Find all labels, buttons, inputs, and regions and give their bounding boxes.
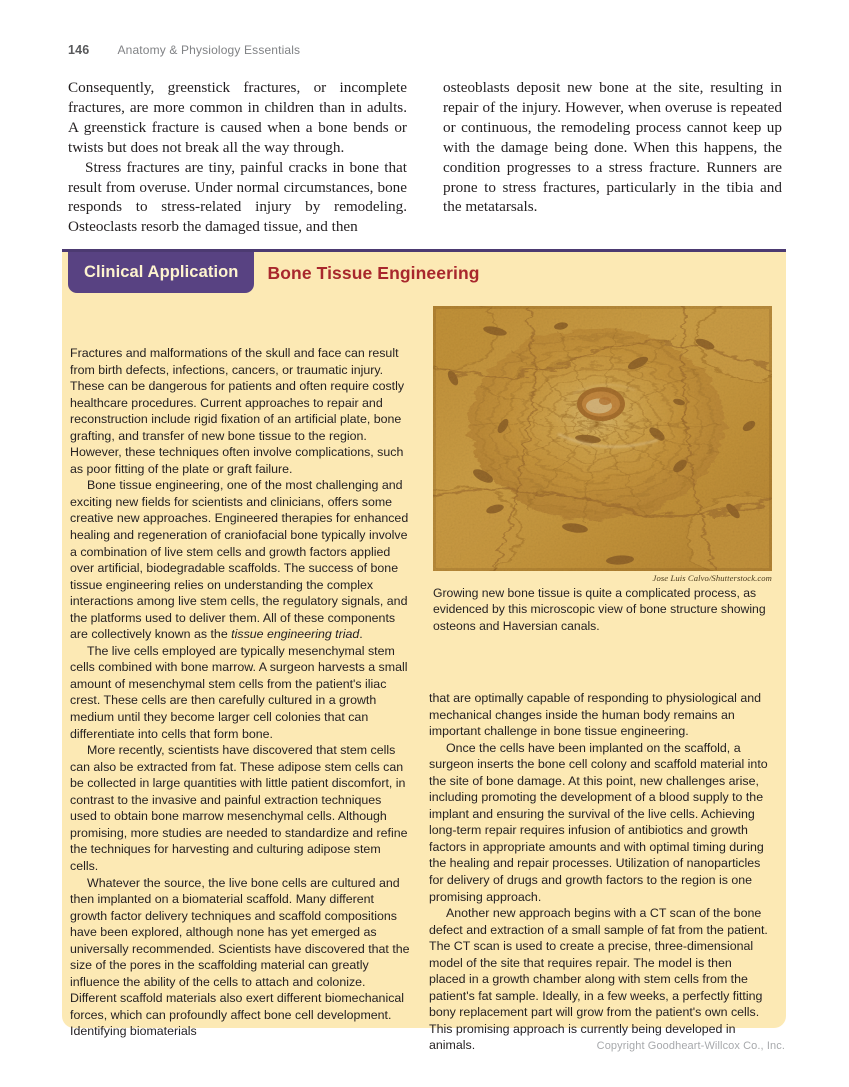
body-column-left xyxy=(68,78,407,237)
feature-column-right xyxy=(429,690,770,1054)
body-paragraph: Consequently, greenstick fractures, or incomplete fractures, are more common in children than in adults. A greenstick fracture is caused when a bone bends or twists but does not break all the way through. xyxy=(68,79,407,156)
feature-paragraph: that are optimally capable of responding to physiological and mechanical changes inside the human body remains an important challenge in bone tissue engineering. xyxy=(429,691,762,739)
feature-paragraph: Another new approach begins with a CT scan of the bone defect and extraction of a small sample of fat from the patient. The CT scan is used to create a precise, three-dimensional model of the site that requires repair. The model is then placed in a growth chamber along with stem cells from the patient's fat sample. Ideally, in a few weeks, a perfectly fitting bony replacement part will grow from the patient's own cells. This promising approach is currently being developed in animals. xyxy=(429,906,768,1053)
body-text-columns xyxy=(68,78,782,237)
clinical-application-badge: Clinical Application xyxy=(68,252,254,293)
bone-micrograph-image xyxy=(433,306,772,571)
page-number: 146 xyxy=(68,43,90,57)
feature-paragraph-triad xyxy=(70,477,410,642)
body-paragraph: osteoblasts deposit new bone at the site, resulting in repair of the injury. However, when overuse is repeated or continuous, the remodeling process cannot keep up with the damage being done. When this happens, the condition progresses to a stress fracture. Runners are prone to stress fractures, particularly in the tibia and the metatarsals. xyxy=(443,79,782,216)
feature-paragraph: Fractures and malformations of the skull and face can result from birth defects, infections, cancers, or traumatic injury. These can be dangerous for patients and often require costly healthcare procedures. Current approaches to repair and reconstruction include rigid fixation of an artificial plate, bone grafting, and transfer of new bone tissue to the region. However, these techniques often involve complications, such as poor fitting of the plate or graft failure. xyxy=(70,346,405,476)
figure-block xyxy=(433,306,772,634)
feature-paragraph: The live cells employed are typically mesenchymal stem cells combined with bone marrow. A surgeon harvests a small amount of mesenchymal stem cells from the patient's iliac crest. These cells are then carefully cultured in a growth medium until they become larger cell colonies that can differentiate into cells that form bone. xyxy=(70,643,408,741)
feature-column-left xyxy=(70,345,410,1040)
triad-term: tissue engineering triad xyxy=(231,627,360,642)
copyright-line: Copyright Goodheart-Willcox Co., Inc. xyxy=(596,1040,785,1052)
body-paragraph: Stress fractures are tiny, painful cracks in bone that result from overuse. Under normal circumstances, bone responds to stress-related injury by remodeling. Osteoclasts resorb the damaged tissue, and then xyxy=(68,158,407,236)
triad-text-after: . xyxy=(359,627,363,642)
feature-title: Bone Tissue Engineering xyxy=(267,262,480,283)
feature-header xyxy=(62,252,786,294)
feature-paragraph: More recently, scientists have discovered that stem cells can also be extracted from fat. These adipose stem cells can be collected in large quantities with little patient discomfort, in contrast to the invasive and painful extraction techniques used to obtain bone marrow mesenchymal cells. Although promising, more studies are needed to standardize and refine the techniques for harvesting and culturing adipose stem cells. xyxy=(70,743,408,873)
triad-text-before: Bone tissue engineering, one of the most challenging and exciting new fields for scientists and clinicians, offers some creative new approaches. Engineered therapies for enhanced healing and regeneration of craniofacial bone typically involve a combination of live stem cells and growth factors applied over artificial, biodegradable scaffolds. The success of bone tissue engineering relies on understanding the complex interactions among live stem cells, the regulatory signals, and the platforms used to deliver them. All of these components are collectively known as the xyxy=(70,478,409,642)
running-head xyxy=(68,43,300,57)
body-column-right xyxy=(443,78,782,237)
image-credit: Jose Luis Calvo/Shutterstock.com xyxy=(652,573,772,583)
feature-paragraph: Whatever the source, the live bone cells are cultured and then implanted on a biomaterial scaffold. Many different growth factor delivery techniques and scaffold compositions have been explored, although none has yet emerged as universally recommended. Scientists have discovered that the size of the pores in the scaffolding material can greatly influence the ability of the cells to attach and colonize. Different scaffold materials also exert different biomechanical forces, which can profoundly affect bone cell development. Identifying biomaterials xyxy=(70,875,410,1039)
feature-paragraph: Once the cells have been implanted on the scaffold, a surgeon inserts the bone cell colony and scaffold material into the site of bone damage. At this point, new challenges arise, including promoting the development of a blood supply to the implant and ensuring the survival of the live cells. Achieving long-term repair requires infusion of antibiotics and growth factors in appropriate amounts and with optimal timing during the healing and repair processes. Utilization of nanoparticles for delivery of drugs and growth factors to the region is one promising approach. xyxy=(429,740,768,904)
book-title: Anatomy & Physiology Essentials xyxy=(117,43,301,57)
figure-caption: Growing new bone tissue is quite a complicated process, as evidenced by this microscopic view of bone structure showing osteons and Haversian canals. xyxy=(433,586,766,633)
